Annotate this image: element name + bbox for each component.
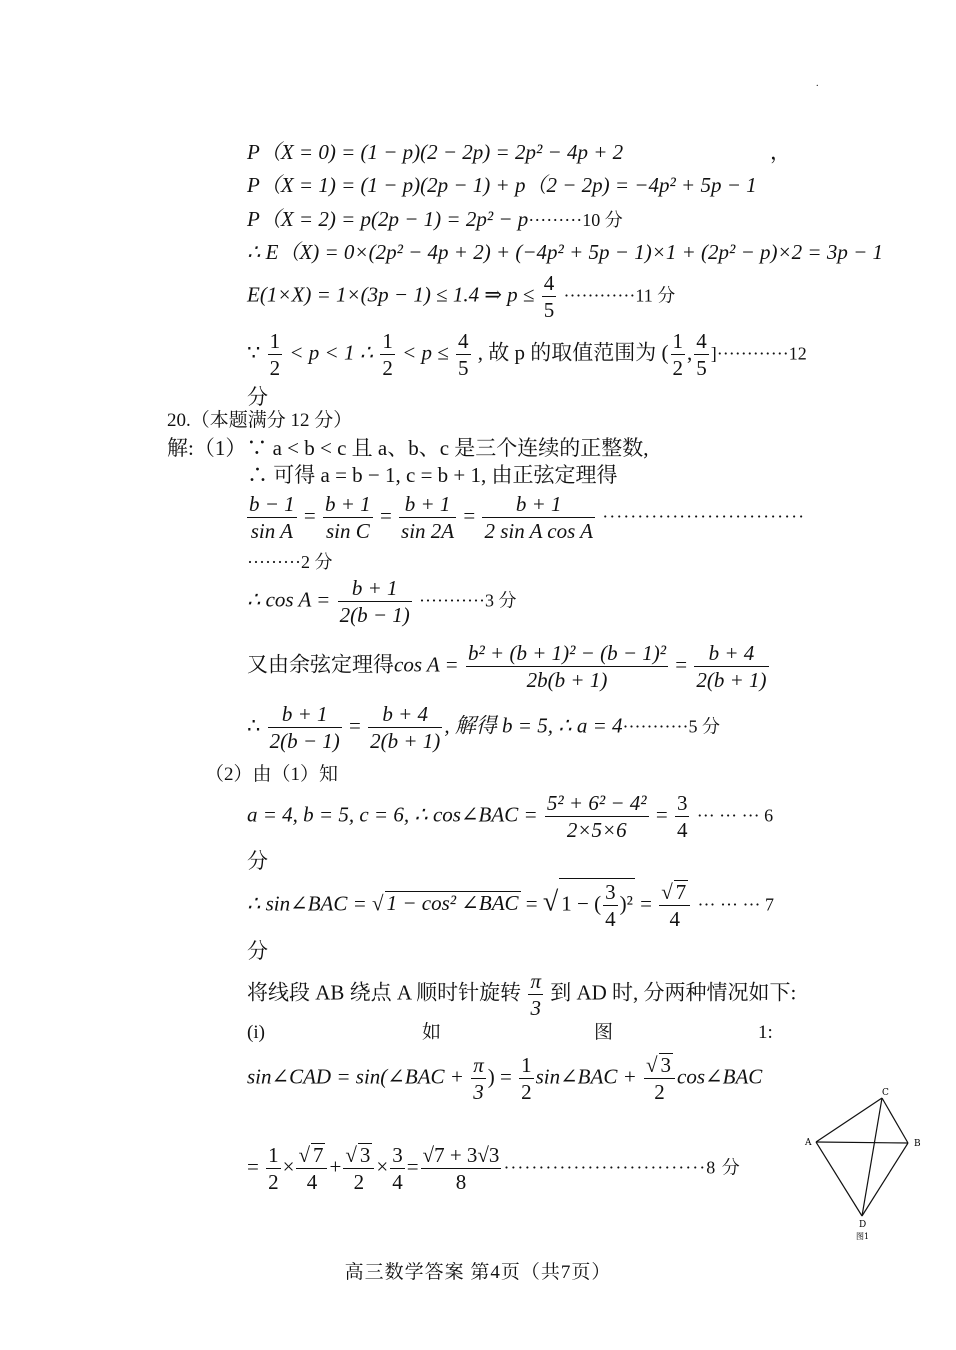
score-8: ·····························8 分: [503, 1157, 741, 1178]
prob-x2-formula: P（X = 2) = p(2p − 1) = 2p² − p: [247, 207, 529, 231]
case-i-tu: 图: [594, 1022, 614, 1043]
score-6: ··· ··· ··· 6: [696, 805, 774, 826]
score-2: ·········2 分: [247, 552, 333, 572]
prob-x0-line: P（X = 0) = (1 − p)(2 − 2p) = 2p² − 4p + 2: [247, 140, 624, 164]
case-i-one: 1:: [758, 1022, 773, 1043]
fraction-4-5b: $\frac{4}{5}$: [458, 329, 469, 380]
rotation-line: 将线段 AB 绕点 A 顺时针旋转 $\frac{\pi}{3}$ 到 AD 时, 分两种情况如下:: [247, 969, 797, 1020]
fraction-4-5c: $\frac{4}{5}$: [696, 329, 707, 380]
fen-label-6: 分: [247, 849, 268, 873]
fen-label-1: 分: [247, 385, 268, 409]
fraction-1-2b: $\frac{1}{2}$: [382, 329, 393, 380]
fraction-1-2: $\frac{1}{2}$: [269, 329, 281, 380]
fraction-1-2c: $\frac{1}{2}$: [672, 329, 684, 380]
score-5: ···········5 分: [622, 716, 720, 737]
kite-diagram: [800, 1086, 930, 1246]
solve-b-line: ∴ $\frac{b + 1}{2(b - 1)}$ = $\frac{b + 4}{2(b + 1)}$ , 解得 b = 5, ∴ a = 4···········5 分: [247, 702, 720, 753]
label-c: C: [882, 1088, 889, 1098]
cosBAC-line: a = 4, b = 5, c = 6, ∴ cos∠BAC = $\frac{\text{5² + 6² − 4²}}{2\times 5\times 6}$ = $\frac{3}{4}$ ··· ··· ··· 6: [247, 791, 774, 842]
figure-caption: 图1: [856, 1232, 870, 1241]
score-12: ]············12: [710, 343, 807, 364]
final-computation-line: = $\frac{1}{2}$ × $\frac{√ 7}{4}$ + $\frac{√ 3}{2}$ × $\frac{3}{4}$ = $\frac{√7 + 3√3}{8}$ ·····························8 分: [247, 1143, 741, 1194]
fen-label-7: 分: [247, 939, 268, 963]
prob-x2-line: [247, 206, 623, 233]
prob-x0-comma: ，: [770, 140, 791, 164]
case-i-label: (i): [247, 1022, 265, 1043]
range-line: ∵ $\frac{1}{2}$ < p < 1 ∴ $\frac{1}{2}$ < p ≤ $\frac{4}{5}$ , 故 p 的取值范围为 ( $\frac{1}{2}$ , $\frac{4}{5}$ ]············12: [247, 329, 807, 380]
inequality-formula: E(1×X) = 1×(3p − 1) ≤ 1.4 ⇒ p ≤: [247, 282, 535, 307]
edge-ad: [816, 1142, 862, 1216]
prob-x1-line: P（X = 1) = (1 − p)(2p − 1) + p（2 − 2p) = −4p² + 5p − 1: [247, 173, 757, 197]
cosA-line-1: ∴ cos A = $\frac{b + 1}{2(b - 1)}$ ···········3 分: [247, 576, 517, 627]
header-dot: .: [816, 78, 819, 89]
q20-sine-rule-intro: ∴ 可得 a = b − 1, c = b + 1, 由正弦定理得: [247, 463, 618, 487]
figure-1: [800, 1086, 930, 1246]
edge-cd: [862, 1098, 882, 1216]
label-b: B: [914, 1139, 921, 1149]
expectation-line: ∴ E（X) = 0×(2p² − 4p + 2) + (−4p² + 5p − 1)×1 + (2p² − p)×2 = 3p − 1: [247, 240, 883, 264]
q20-part2-intro: （2）由（1）知: [205, 764, 339, 785]
edge-bc: [882, 1098, 908, 1143]
sinBAC-line: ∴ sin∠BAC = √ 1 − cos² ∠BAC = √ 1 − ( $\frac{3}{4}$ )² = $\frac{√ 7}{4}$ ··· ··· ··· 7: [247, 880, 774, 931]
inequality-line: [247, 270, 675, 323]
score-7: ··· ··· ··· 7: [697, 894, 774, 915]
q20-title: 20.（本题满分 12 分）: [167, 410, 353, 431]
label-a: A: [805, 1138, 812, 1148]
score-11: ············11 分: [563, 285, 676, 306]
page-footer: 高三数学答案 第4页（共7页）: [344, 1262, 612, 1283]
score-3: ···········3 分: [419, 590, 517, 611]
edge-db: [862, 1143, 908, 1216]
label-d: D: [859, 1220, 867, 1230]
edge-ca: [816, 1098, 882, 1142]
edge-ab: [816, 1142, 908, 1143]
case-i-ru: 如: [422, 1022, 442, 1043]
q20-part1-intro: 解:（1）∵ a < b < c 且 a、b、c 是三个连续的正整数,: [167, 436, 649, 460]
sine-rule-equation: $\frac{b - 1}{\text{sin A}}$ = $\frac{b + 1}{\text{sin C}}$ = $\frac{b + 1}{\sin 2A}$ = $\frac{b + 1}{\text{2 sin A cos A}}$ ·····························: [249, 492, 806, 543]
sinCAD-line: sin∠CAD = sin(∠BAC + $\frac{\pi}{3}$ ) = $\frac{1}{2}$ sin∠BAC + $\frac{√ 3}{2}$ cos∠BAC: [247, 1053, 763, 1104]
fraction-4-5: $\frac{4}{5}$: [543, 271, 555, 322]
score-10: ·········10 分: [528, 210, 623, 230]
cosine-rule-line: 又由余弦定理得cos A = $\frac{\text{b² + (b + 1)² − (b − 1)²}}{2b(b + 1)}$ = $\frac{b + 4}{2(b + 1)}$: [247, 641, 767, 692]
